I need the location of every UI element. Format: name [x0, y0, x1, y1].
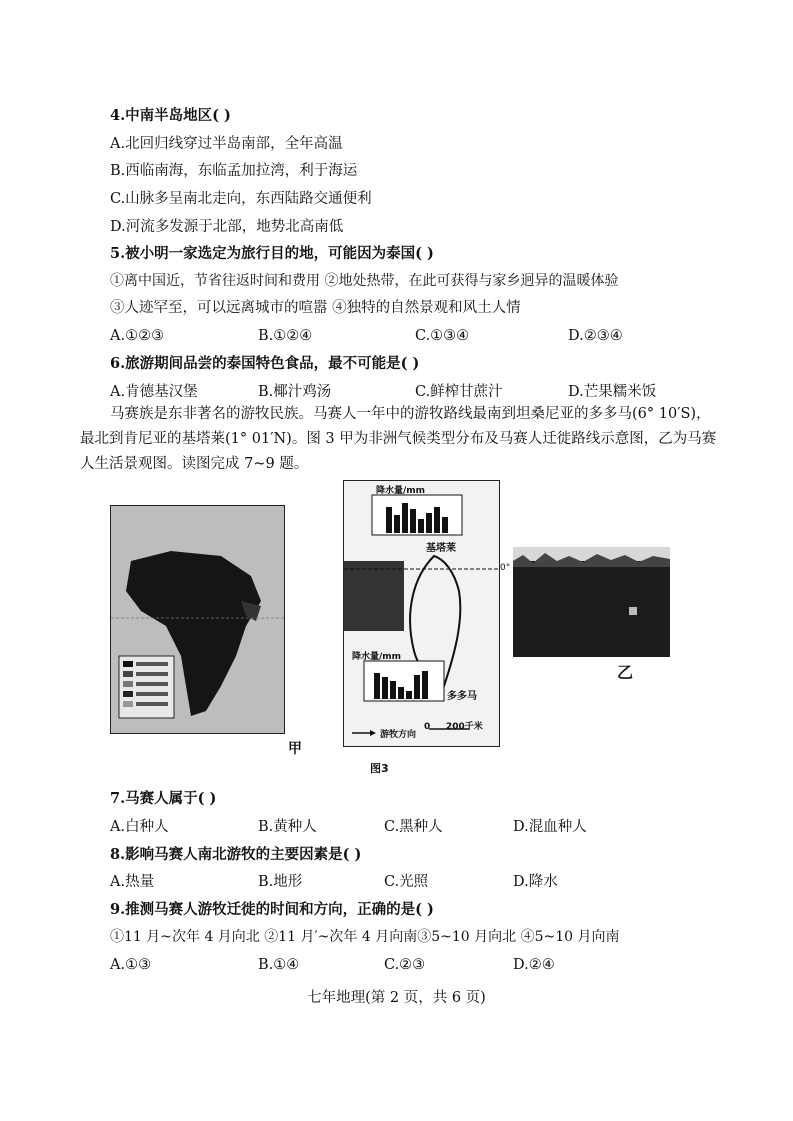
- africa-map-graphic: [111, 506, 284, 733]
- q9-option-d: D.②④: [513, 957, 555, 973]
- q7-option-b: B.黄种人: [258, 819, 317, 835]
- q8-option-d: D.降水: [513, 874, 558, 890]
- q7-stem: 7.马赛人属于( ): [110, 790, 217, 807]
- q8-stem: 8.影响马赛人南北游牧的主要因素是( ): [110, 846, 362, 863]
- city-north-label: 基塔莱: [426, 543, 456, 554]
- q5-option-a: A.①②③: [110, 328, 165, 344]
- q8-option-c: C.光照: [384, 874, 429, 890]
- q5-stem: 5.被小明一家选定为旅行目的地，可能因为泰国( ): [110, 245, 434, 262]
- q4-option-a: A.北回归线穿过半岛南部，全年高温: [110, 136, 343, 152]
- q4-option-b: B.西临南海，东临孟加拉湾，利于海运: [110, 163, 358, 179]
- q8-option-a: A.热量: [110, 874, 155, 890]
- figure-jia-map: [110, 505, 285, 734]
- q4-option-d: D.河流多发源于北部，地势北高南低: [110, 219, 344, 235]
- page-footer: 七年地理(第 2 页，共 6 页): [307, 990, 486, 1006]
- q5-option-b: B.①②④: [258, 328, 313, 344]
- q6-stem: 6.旅游期间品尝的泰国特色食品，最不可能是( ): [110, 355, 420, 372]
- passage: 马赛族是东非著名的游牧民族。马赛人一年中的游牧路线最南到坦桑尼亚的多多马(6° 10′S)，最北到肯尼亚的基塔莱(1° 01′N)。图 3 甲为非洲气候类型分布及马赛人迁徙路线示意图，乙为马赛人生活景观图。读图完成 7~9 题。: [80, 406, 717, 472]
- rain-label-top: 降水量/mm: [376, 486, 426, 496]
- q6-option-b: B.椰汁鸡汤: [258, 384, 332, 400]
- q9-statement-line1: ①11 月~次年 4 月向北 ②11 月′~次年 4 月向南③5~10 月向北 ④5~10 月向南: [110, 929, 620, 945]
- q8-option-b: B.地形: [258, 874, 303, 890]
- figure-route-panel: [343, 480, 500, 747]
- q5-option-c: C.①③④: [415, 328, 470, 344]
- figure-jia-label: 甲: [288, 741, 302, 757]
- q6-option-a: A.肯德基汉堡: [110, 384, 198, 400]
- figure-yi-photo: [513, 547, 670, 657]
- q6-option-c: C.鲜榨甘蔗汁: [415, 384, 503, 400]
- city-south-label: 多多马: [447, 691, 477, 702]
- equator-mark: 0°: [500, 563, 511, 573]
- q7-option-c: C.黑种人: [384, 819, 443, 835]
- maasai-landscape-graphic: [513, 547, 670, 657]
- q9-option-c: C.②③: [384, 957, 426, 973]
- route-map-graphic: [344, 481, 499, 746]
- rain-label-bottom: 降水量/mm: [352, 652, 402, 662]
- q7-option-d: D.混血种人: [513, 819, 587, 835]
- q5-statement-line1: ①离中国近，节省往返时间和费用 ②地处热带，在此可获得与家乡迥异的温暖体验: [110, 273, 619, 289]
- figure-number: 图3: [370, 762, 389, 775]
- q4-stem: 4.中南半岛地区( ): [110, 107, 231, 124]
- legend-direction-label: 游牧方向: [380, 730, 417, 740]
- q5-statement-line2: ③人迹罕至，可以远离城市的喧嚣 ④独特的自然景观和风土人情: [110, 300, 521, 316]
- q4-option-c: C.山脉多呈南北走向，东西陆路交通便利: [110, 191, 372, 207]
- scale-label: 0 200千米: [424, 722, 483, 732]
- figure-yi-label: 乙: [617, 663, 634, 682]
- q6-option-d: D.芒果糯米饭: [568, 384, 657, 400]
- q9-stem: 9.推测马赛人游牧迁徙的时间和方向，正确的是( ): [110, 901, 434, 918]
- q9-option-b: B.①④: [258, 957, 300, 973]
- q5-option-d: D.②③④: [568, 328, 623, 344]
- q7-option-a: A.白种人: [110, 819, 169, 835]
- q9-option-a: A.①③: [110, 957, 152, 973]
